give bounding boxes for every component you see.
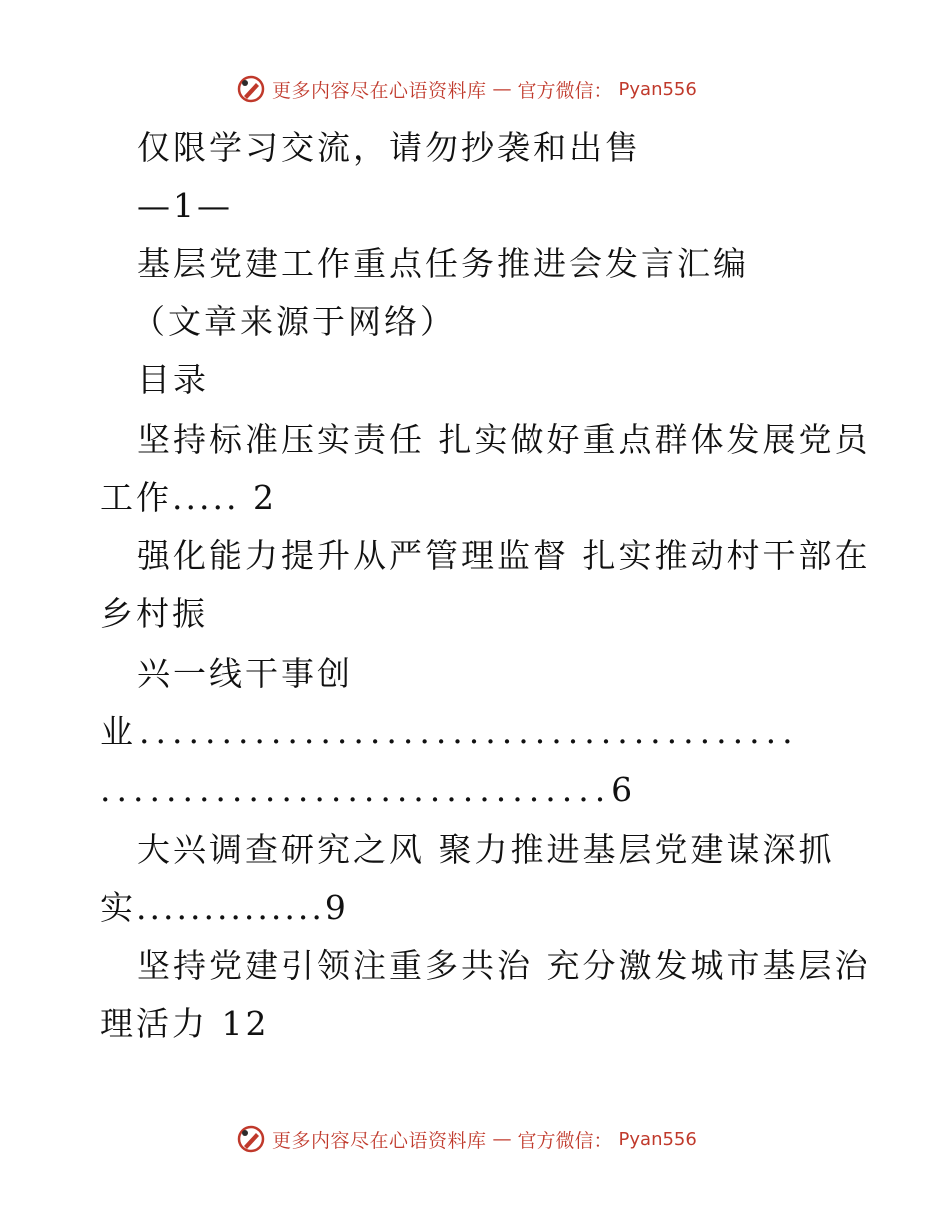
brand-logo-icon [236,74,266,104]
watermark-dash: — [492,1128,512,1150]
toc-heading: 目录 [137,360,209,399]
footer-watermark [236,1122,697,1156]
toc-entry-4-line-2: 理活力 12 [100,1004,270,1043]
toc-entry-2-line-2: 乡村振 [100,594,208,633]
toc-entry-2-line-5: ...............................6 [100,770,639,809]
watermark-text: 更多内容尽在心语资料库 [272,79,487,102]
header-watermark [236,72,697,106]
watermark-text: 更多内容尽在心语资料库 [272,1129,487,1152]
toc-entry-1-line-2: 工作..... 2 [100,478,277,517]
watermark-official-label: 官方微信： [517,1129,613,1152]
usage-notice: 仅限学习交流，请勿抄袭和出售 [137,128,641,167]
toc-entry-2-line-4: 业........................................ [100,712,799,751]
toc-entry-2-line-3: 兴一线干事创 [137,654,353,693]
page-marker: —1— [137,186,233,225]
brand-logo-icon [236,1124,266,1154]
toc-entry-4-line-1: 坚持党建引领注重多共治 充分激发城市基层治 [137,946,871,985]
watermark-wechat-id: Pyan556 [618,1128,697,1150]
source-note: （文章来源于网络） [132,302,456,341]
watermark-wechat-id: Pyan556 [618,78,697,100]
toc-entry-3-line-2: 实..............9 [100,888,349,927]
toc-entry-2-line-1: 强化能力提升从严管理监督 扎实推动村干部在 [137,536,871,575]
toc-entry-3-line-1: 大兴调查研究之风 聚力推进基层党建谋深抓 [137,830,835,869]
watermark-dash: — [492,78,512,100]
toc-entry-1-line-1: 坚持标准压实责任 扎实做好重点群体发展党员 [137,420,871,459]
document-title: 基层党建工作重点任务推进会发言汇编 [137,244,749,283]
watermark-official-label: 官方微信： [517,79,613,102]
